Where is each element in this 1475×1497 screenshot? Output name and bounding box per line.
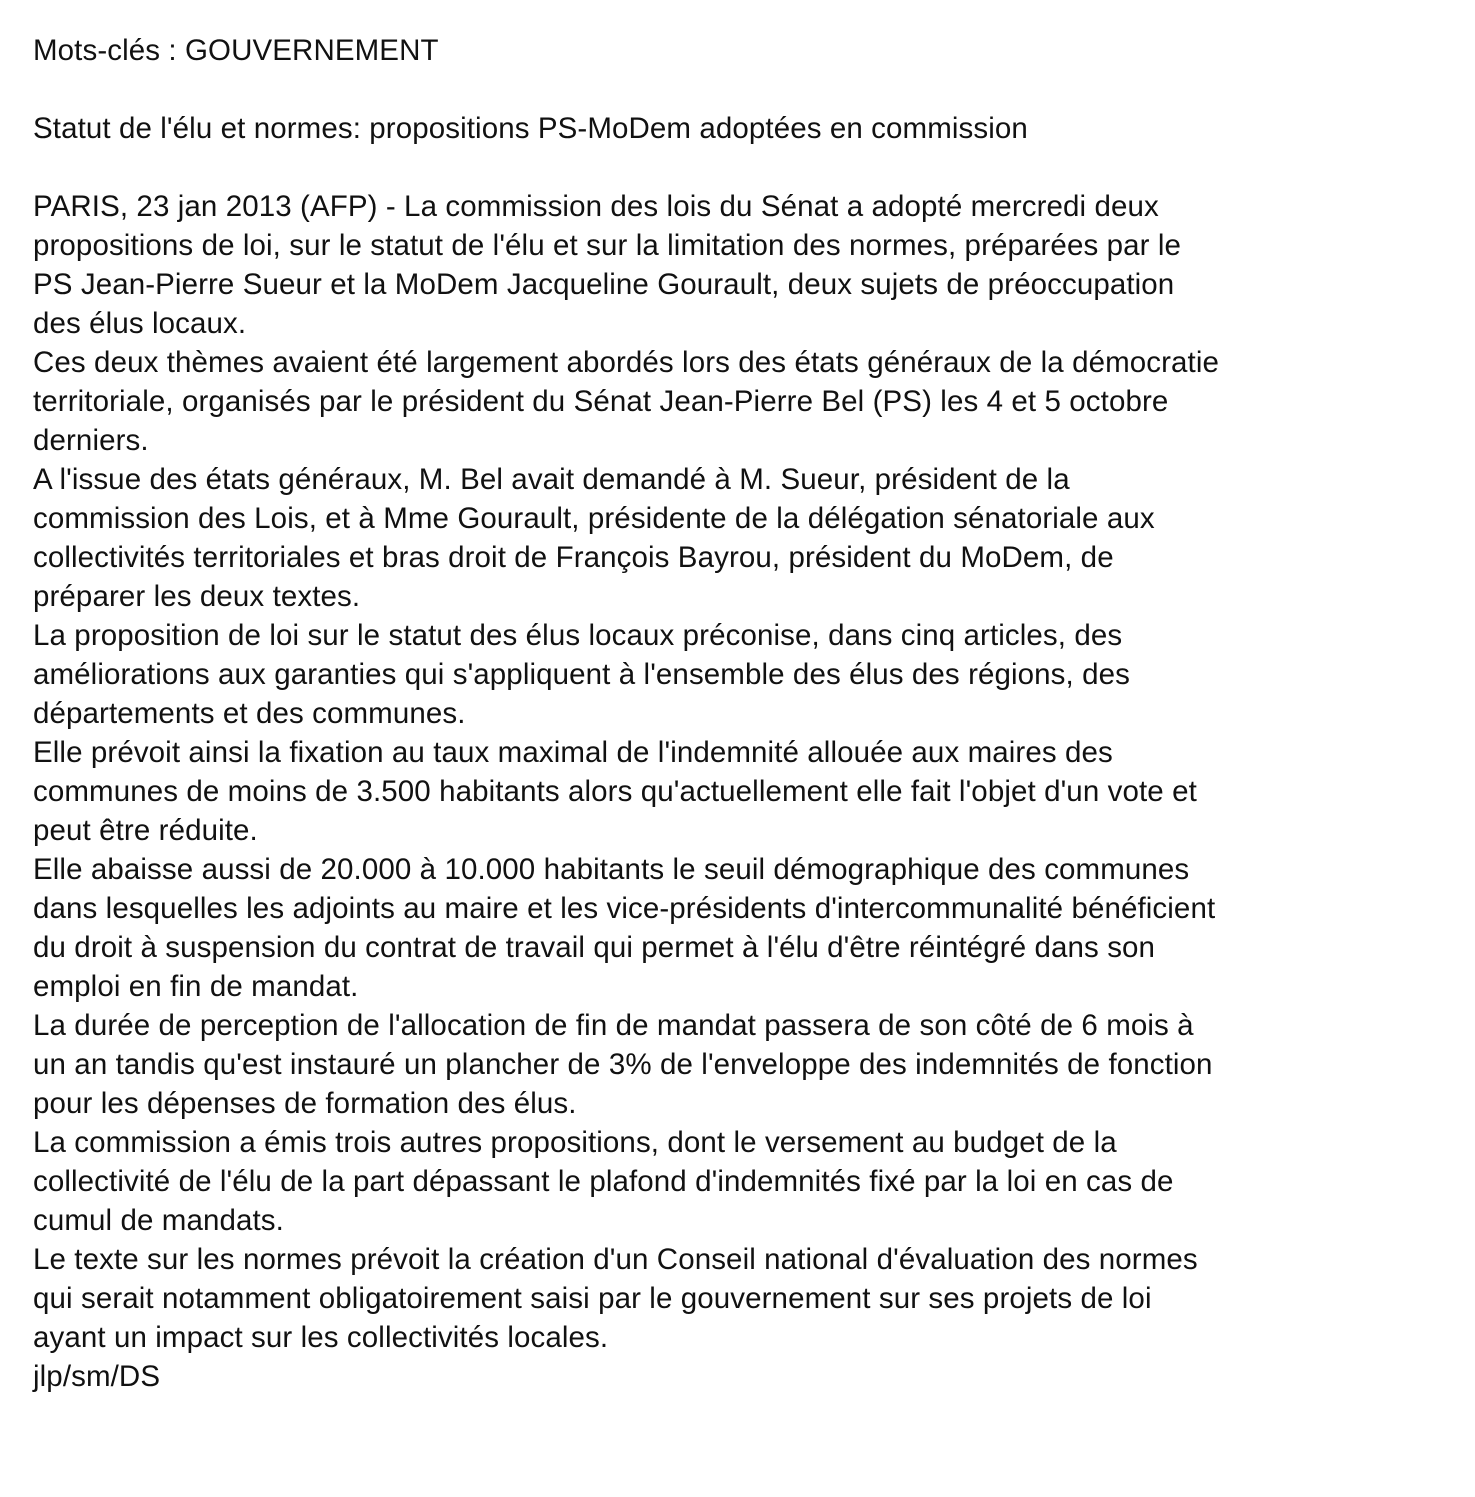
text-line: communes de moins de 3.500 habitants alors qu'actuellement elle fait l'objet d'un vote et [33,775,1197,808]
text-line: dans lesquelles les adjoints au maire et les vice-présidents d'intercommunalité bénéficient [33,892,1216,925]
text-line: améliorations aux garanties qui s'appliquent à l'ensemble des élus des régions, des [33,658,1130,691]
text-line: peut être réduite. [33,814,258,847]
text-line: un an tandis qu'est instauré un plancher de 3% de l'enveloppe des indemnités de fonction [33,1048,1213,1081]
keywords-line: Mots-clés : GOUVERNEMENT [33,34,439,67]
article-body [33,187,1443,1396]
text-line: A l'issue des états généraux, M. Bel avait demandé à M. Sueur, président de la [33,463,1070,496]
text-line: emploi en fin de mandat. [33,970,359,1003]
document-page [33,31,1443,1396]
text-line: pour les dépenses de formation des élus. [33,1087,577,1120]
text-line: préparer les deux textes. [33,580,361,613]
text-line: Elle prévoit ainsi la fixation au taux maximal de l'indemnité allouée aux maires des [33,736,1113,769]
text-line: La proposition de loi sur le statut des élus locaux préconise, dans cinq articles, des [33,619,1123,652]
paragraph-allocation [33,1006,1443,1123]
paragraph-autres-propositions [33,1123,1443,1240]
text-line: PS Jean-Pierre Sueur et la MoDem Jacqueline Gourault, deux sujets de préoccupation [33,268,1175,301]
text-line: derniers. [33,424,149,457]
text-line: propositions de loi, sur le statut de l'élu et sur la limitation des normes, préparées par le [33,229,1181,262]
text-line: Le texte sur les normes prévoit la création d'un Conseil national d'évaluation des normes [33,1243,1198,1276]
paragraph-dateline [33,187,1443,343]
text-line: La durée de perception de l'allocation de fin de mandat passera de son côté de 6 mois à [33,1009,1194,1042]
text-line: commission des Lois, et à Mme Gourault, présidente de la délégation sénatoriale aux [33,502,1155,535]
text-line: territoriale, organisés par le président du Sénat Jean-Pierre Bel (PS) les 4 et 5 octobre [33,385,1169,418]
text-line: collectivité de l'élu de la part dépassant le plafond d'indemnités fixé par la loi en cas de [33,1165,1174,1198]
text-line: ayant un impact sur les collectivités locales. [33,1321,609,1354]
text-line: jlp/sm/DS [33,1360,161,1393]
text-line: du droit à suspension du contrat de travail qui permet à l'élu d'être réintégré dans son [33,931,1156,964]
paragraph-indemnite [33,733,1443,850]
article-headline: Statut de l'élu et normes: propositions PS-MoDem adoptées en commission [33,112,1028,145]
text-line: collectivités territoriales et bras droit de François Bayrou, président du MoDem, de [33,541,1114,574]
paragraph-seuil [33,850,1443,1006]
author-initials [33,1357,1443,1396]
paragraph-normes [33,1240,1443,1357]
paragraph-statut-elus [33,616,1443,733]
text-line: PARIS, 23 jan 2013 (AFP) - La commission des lois du Sénat a adopté mercredi deux [33,190,1159,223]
paragraph-etats-generaux [33,343,1443,460]
text-line: cumul de mandats. [33,1204,284,1237]
text-line: qui serait notamment obligatoirement saisi par le gouvernement sur ses projets de loi [33,1282,1152,1315]
paragraph-demande [33,460,1443,616]
text-line: La commission a émis trois autres propositions, dont le versement au budget de la [33,1126,1117,1159]
text-line: départements et des communes. [33,697,466,730]
text-line: Ces deux thèmes avaient été largement abordés lors des états généraux de la démocratie [33,346,1220,379]
text-line: Elle abaisse aussi de 20.000 à 10.000 habitants le seuil démographique des communes [33,853,1190,886]
text-line: des élus locaux. [33,307,247,340]
